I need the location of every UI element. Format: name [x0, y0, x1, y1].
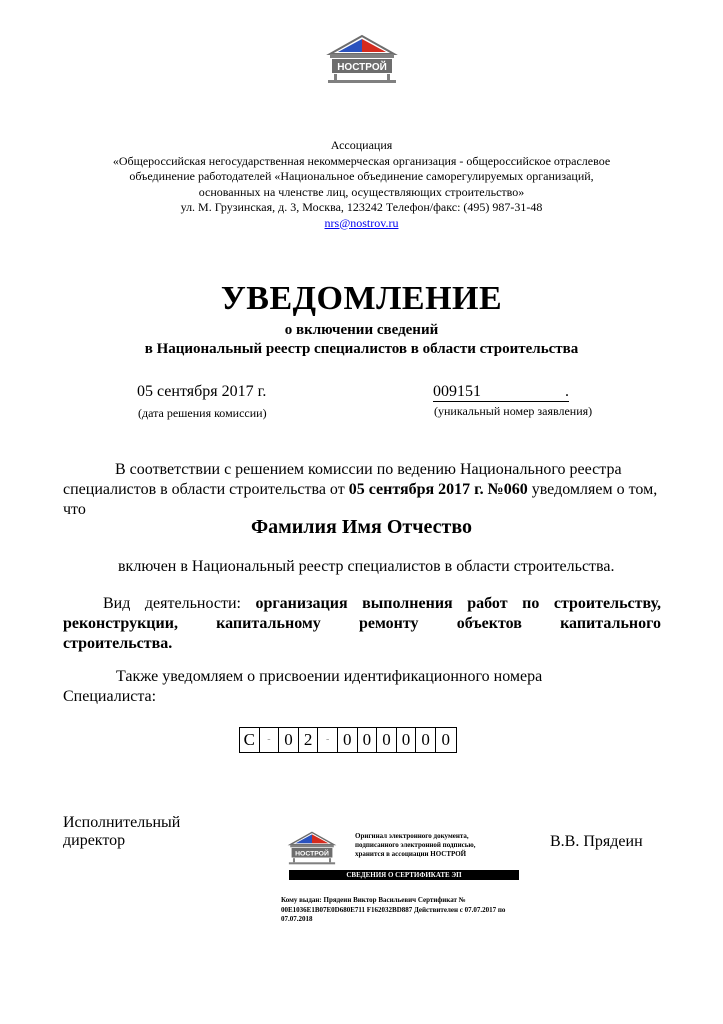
id-cell: 0: [377, 728, 397, 752]
document-subtitle: [0, 321, 723, 359]
activity-label: Вид деятельности:: [103, 595, 256, 612]
logo-small-text: НОСТРОЙ: [295, 850, 329, 858]
paragraph1-part2: уведомляем о том, что: [63, 481, 658, 518]
email-link[interactable]: nrs@nostrov.ru: [324, 215, 399, 230]
activity-line-3: строительства.: [63, 635, 173, 652]
ecp-certificate-bar: СВЕДЕНИЯ О СЕРТИФИКАТЕ ЭП: [289, 870, 519, 880]
application-number-label: (уникальный номер заявления): [434, 404, 593, 418]
position-line-2: директор: [63, 832, 126, 849]
ecp-line-2: подписанного электронной подписью,: [355, 841, 476, 849]
decision-date: 05 сентября 2017 г.: [137, 383, 267, 400]
paragraph1-bold: 05 сентября 2017 г. №060: [348, 481, 528, 498]
included-text: включен в Национальный реестр специалистов в области строительства.: [118, 558, 615, 575]
signer-name: В.В. Прядеин: [550, 833, 643, 850]
ecp-certificate-info: Кому выдан: Прядеин Виктор Васильевич Сертификат № 00E1036E1B07E0D680E711 F162032BD887 Действителен с 07.07.2017 по 07.07.2018: [281, 896, 506, 923]
signer-position: [63, 814, 180, 850]
document-title: УВЕДОМЛЕНИЕ: [220, 280, 503, 317]
id-cell: 0: [416, 728, 436, 752]
ecp-line-3: хранится в ассоциации НОСТРОЙ: [355, 850, 467, 858]
id-cell: 0: [358, 728, 378, 752]
id-cell: -: [318, 728, 338, 752]
specialist-id-number: [239, 727, 457, 753]
activity-line-2: реконструкции, капитальному ремонту объектов капитального: [63, 615, 661, 632]
id-cell: 0: [397, 728, 417, 752]
id-cell: -: [260, 728, 280, 752]
header-line-2: «Общероссийская негосударственная некоммерческая организация - общероссийское отраслевое: [112, 153, 611, 168]
subtitle-line-2: в Национальный реестр специалистов в области строительства: [144, 341, 579, 357]
header-line-4: основанных на членстве лиц, осуществляющих строительство»: [198, 184, 525, 199]
subtitle-line-1: о включении сведений: [284, 322, 439, 338]
nostroy-logo: [326, 34, 398, 84]
decision-date-label: (дата решения комиссии): [138, 406, 267, 420]
decision-paragraph: [63, 460, 663, 520]
application-number-suffix: .: [565, 383, 569, 400]
application-number: [433, 383, 569, 402]
header-line-1: Ассоциация: [330, 138, 393, 152]
id-notice-line-1: Также уведомляем о присвоении идентификационного номера: [116, 668, 543, 685]
activity-line-1: [63, 594, 661, 614]
id-cell: 0: [338, 728, 358, 752]
application-number-value: 009151: [433, 383, 481, 400]
id-cell: 0: [441, 730, 450, 749]
paragraph1-part1: В соответствии с решением комиссии по ведению Национального реестра специалистов в области строительства от: [63, 461, 622, 498]
id-cell: С: [240, 728, 260, 752]
activity-bold-1: организация выполнения работ по строительству,: [255, 595, 661, 612]
id-cell: 2: [299, 728, 319, 752]
header-address: ул. М. Грузинская, д. 3, Москва, 123242 Телефон/факс: (495) 987-31-48: [180, 200, 543, 214]
logo-text: НОСТРОЙ: [337, 62, 387, 73]
header-line-3: объединение работодателей «Национальное объединение саморегулируемых организаций,: [129, 169, 594, 183]
specialist-fio: Фамилия Имя Отчество: [250, 516, 473, 538]
id-notice-line-2: Специалиста:: [63, 688, 157, 705]
position-line-1: Исполнительный: [63, 814, 181, 831]
ecp-line-1: Оригинал электронного документа,: [355, 832, 469, 840]
nostroy-logo-small: [287, 831, 337, 865]
ecp-stamp-text: [355, 832, 476, 859]
id-cell: 0: [279, 728, 299, 752]
organization-header: [0, 138, 723, 231]
